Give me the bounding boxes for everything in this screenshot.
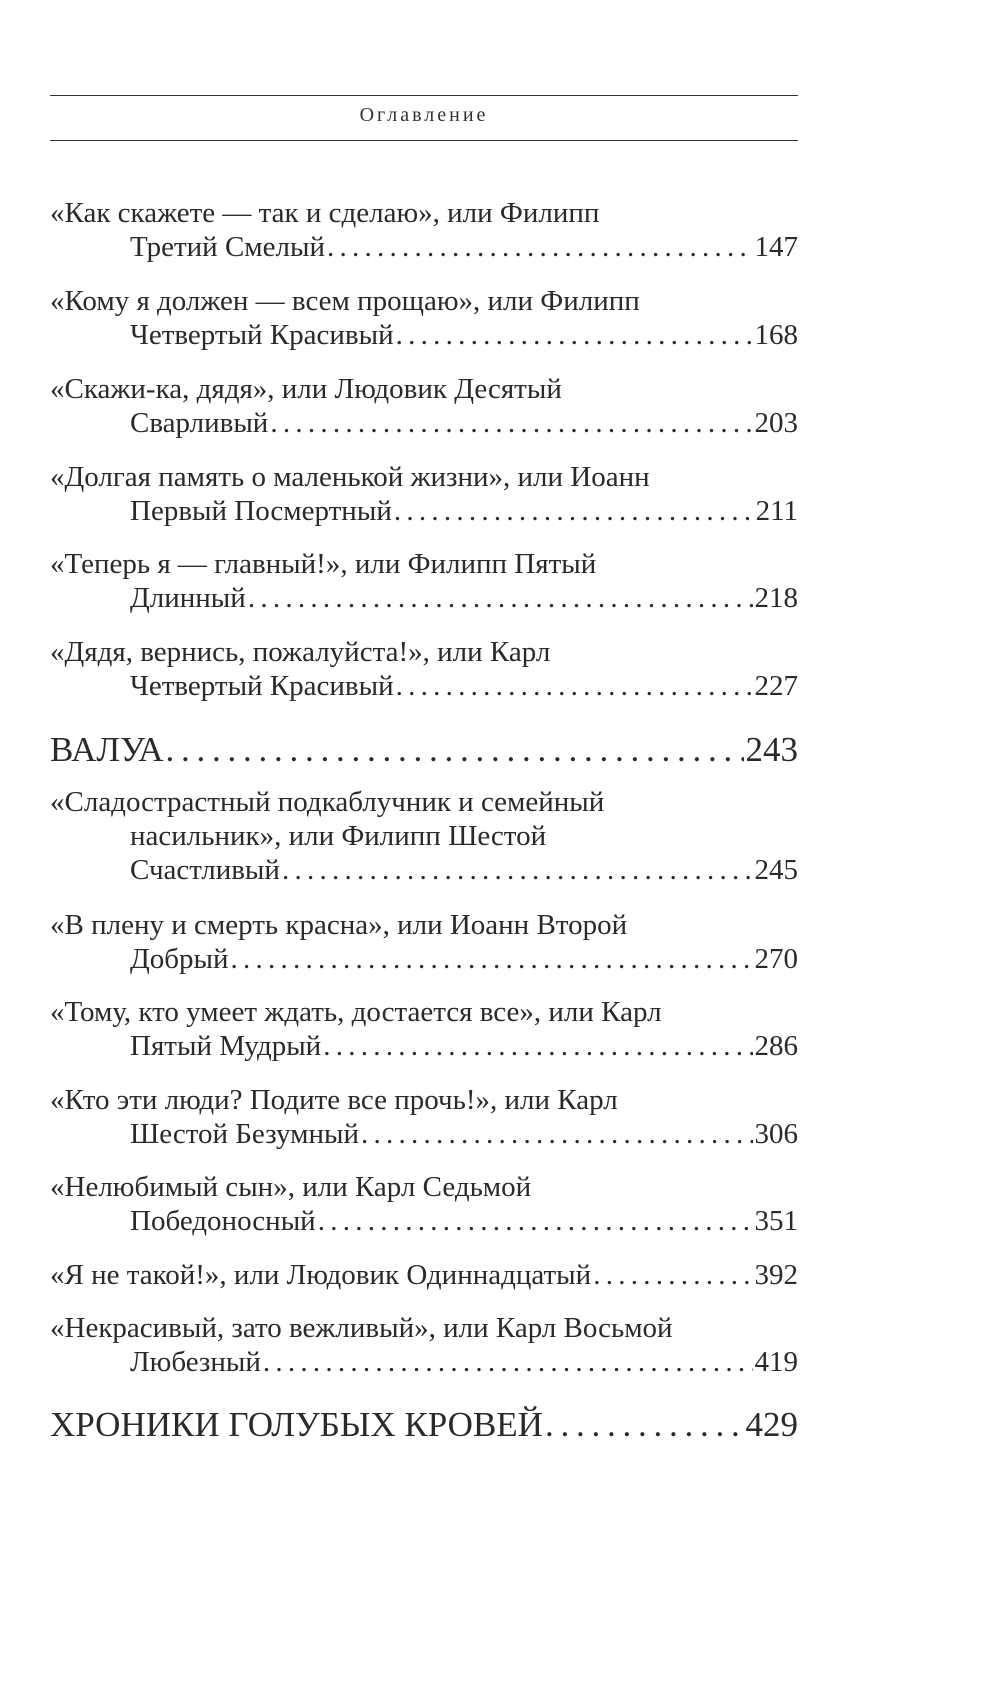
entry-title-line1: «Долгая память о маленькой жизни», или Иоанн [50, 461, 650, 493]
page-number: 286 [754, 1030, 798, 1062]
toc-entry[interactable] [50, 1258, 798, 1292]
entry-title-line2: Шестой Безумный [130, 1118, 359, 1150]
page-number: 245 [754, 854, 798, 886]
running-head: Оглавление [359, 104, 489, 126]
page-number: 147 [754, 231, 798, 263]
page-number: 306 [754, 1118, 798, 1150]
entry-title-line1: «Теперь я — главный!», или Филипп Пятый [50, 548, 597, 580]
dot-leader [248, 581, 753, 615]
entry-title-line1: «Как скажете — так и сделаю», или Филипп [50, 197, 600, 229]
dot-leader [318, 1204, 753, 1238]
toc-entry[interactable] [50, 547, 798, 615]
dot-leader [361, 1117, 753, 1151]
entry-title-line2: Четвертый Красивый [130, 319, 394, 351]
toc-entry[interactable] [50, 1170, 798, 1238]
dot-leader [593, 1258, 752, 1292]
page-number: 218 [754, 582, 798, 614]
entry-title-line2: Первый Посмертный [130, 495, 392, 527]
entry-title-line2: Третий Смелый [130, 231, 325, 263]
page-number: 243 [745, 730, 798, 769]
entry-title-line2: Победоносный [130, 1205, 316, 1237]
toc-entry[interactable] [50, 1083, 798, 1151]
entry-title-line2: Сварливый [130, 407, 269, 439]
entry-title-line1: «Кому я должен — всем прощаю», или Филипп [50, 285, 640, 317]
dot-leader [282, 853, 753, 887]
part-title: ВАЛУА [50, 730, 164, 769]
toc-entry[interactable] [50, 995, 798, 1063]
dot-leader [166, 730, 744, 770]
toc-entry[interactable] [50, 785, 798, 887]
entry-title-line2: Четвертый Красивый [130, 670, 394, 702]
entry-title-line2: Пятый Мудрый [130, 1030, 322, 1062]
entry-title-line1: «Кто эти люди? Подите все прочь!», или Карл [50, 1084, 618, 1116]
page-number: 429 [745, 1405, 798, 1444]
toc-entry[interactable] [50, 460, 798, 528]
dot-leader [396, 318, 753, 352]
toc-entry[interactable] [50, 908, 798, 976]
entry-title-line1: «В плену и смерть красна», или Иоанн Второй [50, 909, 628, 941]
dot-leader [327, 230, 753, 264]
header-rule-top [50, 95, 798, 96]
dot-leader [396, 669, 753, 703]
header-rule-bottom [50, 140, 798, 141]
dot-leader [231, 942, 753, 976]
dot-leader [545, 1405, 744, 1445]
toc-entry[interactable] [50, 196, 798, 264]
page-number: 419 [754, 1346, 798, 1378]
toc-entry[interactable] [50, 372, 798, 440]
dot-leader [323, 1029, 752, 1063]
entry-title-line2: Любезный [130, 1346, 261, 1378]
entry-title-line1: «Сладострастный подкаблучник и семейный [50, 786, 605, 818]
entry-title-line2: Длинный [130, 582, 246, 614]
page-number: 392 [754, 1259, 798, 1291]
entry-title-line1: «Дядя, вернись, пожалуйста!», или Карл [50, 636, 551, 668]
entry-title-line1: «Некрасивый, зато вежливый», или Карл Восьмой [50, 1312, 673, 1344]
page-number: 227 [754, 670, 798, 702]
page-number: 168 [754, 319, 798, 351]
dot-leader [263, 1345, 753, 1379]
entry-title-line2: Добрый [130, 943, 229, 975]
part-heading-chronicles[interactable] [50, 1405, 798, 1445]
entry-title-line2: насильник», или Филипп Шестой [130, 820, 547, 852]
dot-leader [394, 494, 754, 528]
entry-title: «Я не такой!», или Людовик Одиннадцатый [50, 1259, 592, 1291]
page-number: 270 [754, 943, 798, 975]
entry-title-line3: Счастливый [130, 854, 280, 886]
page-number: 211 [755, 495, 798, 527]
page-number: 351 [754, 1205, 798, 1237]
toc-entry[interactable] [50, 1311, 798, 1379]
part-heading-valua[interactable] [50, 730, 798, 770]
entry-title-line1: «Скажи-ка, дядя», или Людовик Десятый [50, 373, 562, 405]
part-title: ХРОНИКИ ГОЛУБЫХ КРОВЕЙ [50, 1405, 543, 1444]
toc-entry[interactable] [50, 635, 798, 703]
toc-entry[interactable] [50, 284, 798, 352]
entry-title-line1: «Тому, кто умеет ждать, достается все», или Карл [50, 996, 662, 1028]
dot-leader [270, 406, 752, 440]
page-number: 203 [754, 407, 798, 439]
entry-title-line1: «Нелюбимый сын», или Карл Седьмой [50, 1171, 532, 1203]
